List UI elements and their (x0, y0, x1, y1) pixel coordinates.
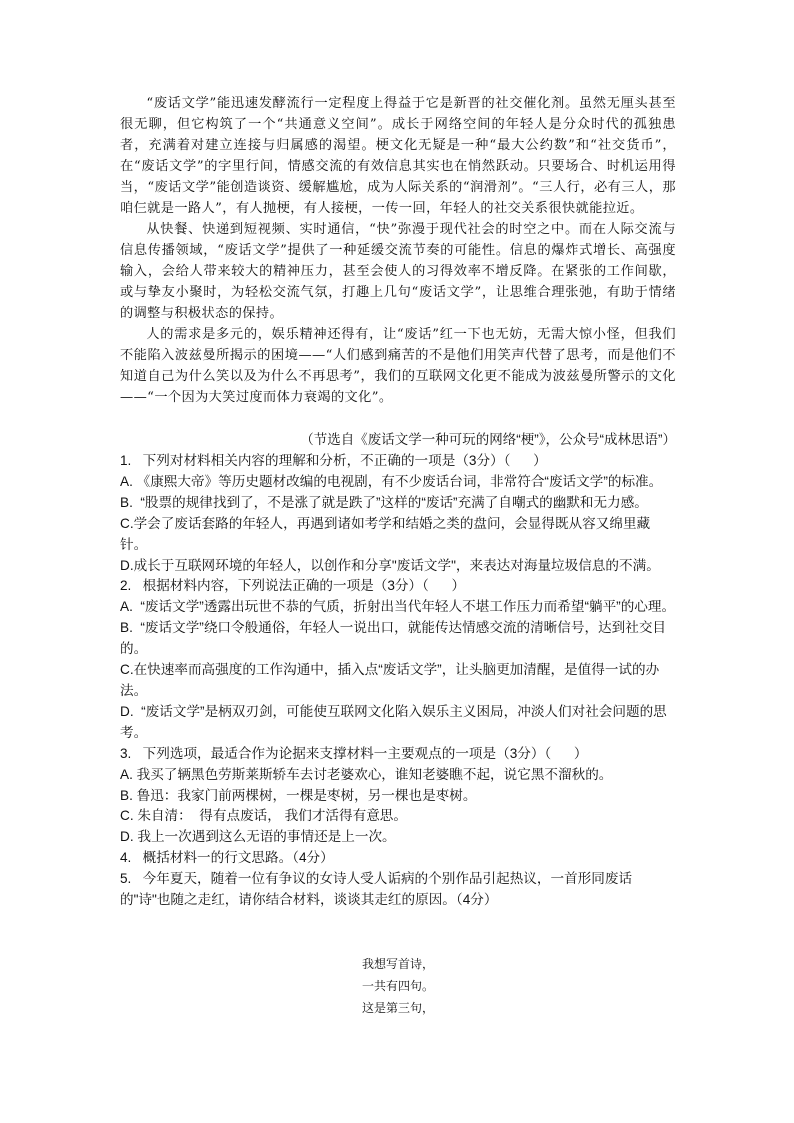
question-4-stem: 4. 概括材料一的行文思路。（4分） (120, 850, 334, 866)
question-3-option-b: B. 鲁迅：我家门前两棵树，一棵是枣树，另一棵也是枣树。 (120, 787, 477, 803)
question-1-option-c: C.学会了废话套路的年轻人，再遇到诸如考学和结婚之类的盘问，会显得既从容又绵里藏针。 (120, 515, 651, 552)
question-2-option-d: D. “废话文学”是柄双刃剑，可能使互联网文化陷入娱乐主义困局，冲淡人们对社会问题的思考。 (120, 703, 667, 740)
question-1-stem: 1. 下列对材料相关内容的理解和分析，不正确的一项是（3分）（ ） (120, 453, 547, 468)
question-2-option-c: C.在快速率而高强度的工作沟通中，插入点“废话文学”，让头脑更加清醒，是值得一试的办法。 (120, 662, 660, 698)
question-3-option-c: C. 朱自清： 得有点废话， 我们才活得有意思。 (120, 808, 407, 824)
poem-line-2: 一共有四句。 (361, 979, 434, 993)
question-3-option-d: D. 我上一次遇到这么无语的事情还是上一次。 (120, 829, 396, 845)
question-2-option-b: B. “废话文学”绕口令般通俗，年轻人一说出口，就能传达情感交流的清晰信号，达到社交目的。 (120, 620, 667, 657)
quoted-poem (120, 953, 676, 1019)
question-1-option-b: B. “股票的规律找到了，不是涨了就是跌了”这样的“废话”充满了自嘲式的幽默和无力感。 (120, 494, 648, 510)
reading-passage (120, 93, 676, 408)
poem-line-3: 这是第三句， (361, 1001, 434, 1015)
question-3-stem: 3. 下列选项，最适合作为论据来支撑材料一主要观点的一项是（3分）（ ） (120, 745, 588, 761)
question-5-stem: 5. 今年夏天，随着一位有争议的女诗人受人诟病的个别作品引起热议，一首形同废话的"诗"也随之走红，请你结合材料，谈谈其走红的原因。（4分） (120, 871, 633, 908)
passage-paragraph-3: 人的需求是多元的，娱乐精神还得有，让“废话”红一下也无妨，无需大惊小怪，但我们不能陷入波兹曼所揭示的困境——“人们感到痛苦的不是他们用笑声代替了思考，而是他们不知道自己为什么笑以及为什么不再思考”，我们的互联网文化更不能成为波兹曼所警示的文化——“一个因为大笑过度而体力衰竭的文化”。 (120, 327, 676, 405)
passage-paragraph-2: 从快餐、快递到短视频、实时通信，“快”弥漫于现代社会的时空之中。而在人际交流与信息传播领域，“废话文学”提供了一种延缓交流节奏的可能性。信息的爆炸式增长、高强度输入，会给人带来较大的精神压力，甚至会使人的习得效率不增反降。在紧张的工作间歇，或与挚友小聚时，为轻松交流气氛，打趣上几句“废话文学”，让思维合理张弛，有助于情绪的调整与积极状态的保持。 (120, 222, 676, 321)
question-2-option-a: A. “废话文学”透露出玩世不恭的气质，折射出当代年轻人不堪工作压力而希望“躺平”的心理。 (120, 599, 676, 615)
question-list (120, 451, 676, 911)
passage-paragraph-1: “废话文学”能迅速发酵流行一定程度上得益于它是新晋的社交催化剂。虽然无厘头甚至很无聊，但它构筑了一个“共通意义空间”。成长于网络空间的年轻人是分众时代的孤独患者，充满着对建立连接与归属感的渴望。梗文化无疑是一种“最大公约数”和“社交货币”，在“废话文学”的字里行间，情感交流的有效信息其实也在悄然跃动。只要场合、时机运用得当，“废话文学”能创造谈资、缓解尴尬，成为人际关系的“润滑剂”。“三人行，必有三人，那咱仨就是一路人”，有人抛梗，有人接梗，一传一回，年轻人的社交关系很快就能拉近。 (120, 96, 676, 216)
poem-line-1: 我想写首诗， (361, 957, 434, 971)
question-1-option-d: D.成长于互联网环境的年轻人，以创作和分享"废话文学"，来表达对海量垃圾信息的不满。 (120, 557, 660, 573)
passage-source: （节选自《废话文学一种可玩的网络“梗”》，公众号“成林思语”） (300, 432, 676, 447)
question-2-stem: 2. 根据材料内容，下列说法正确的一项是（3分）（ ） (120, 578, 466, 594)
question-1-option-a: A. 《康熙大帝》等历史题材改编的电视剧，有不少废话台词，非常符合“废话文学”的标准。 (120, 473, 663, 489)
question-3-option-a: A. 我买了辆黑色劳斯莱斯轿车去讨老婆欢心，谁知老婆瞧不起，说它黑不溜秋的。 (120, 766, 613, 782)
